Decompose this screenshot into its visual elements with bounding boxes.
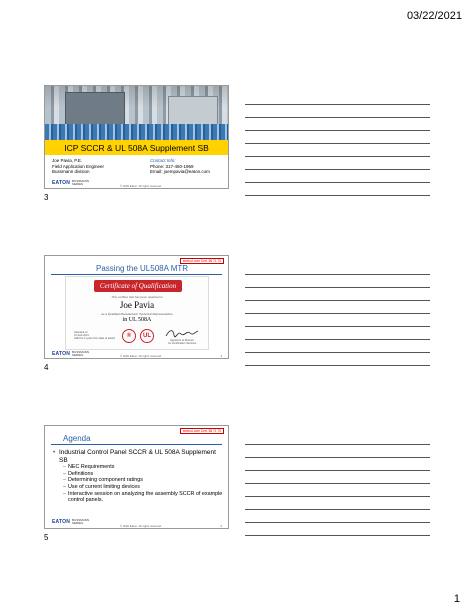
- reference-tag: www.ul.com Cert. 56 71 70: [180, 428, 224, 434]
- contact-heading: Contact Info:: [150, 158, 176, 163]
- certificate-image: Certificate of Qualification This certifies that has been awarded to Joe Pavia as a Qualified Manufacturer Technical Representative in UL 508A Awarded on 10-Feb-2021 Valid for 3 years from date of award ® UL Signature of Director UL Certification Services: [65, 276, 209, 350]
- ul-mark-icon: UL: [140, 329, 154, 343]
- signature: Signature of Director UL Certification Services: [164, 327, 200, 345]
- slide-number: 4: [44, 363, 49, 372]
- slide-number: 3: [44, 193, 49, 202]
- agenda-sub-item: – NEC Requirements: [63, 464, 223, 471]
- agenda-sub-item: – Determining component ratings: [63, 477, 223, 484]
- notes-lines-1: [245, 104, 430, 208]
- eaton-logo: EATON BUSSMANN SERIES: [52, 179, 90, 186]
- slide-page: 4: [220, 354, 222, 358]
- presenter-role: Field Application Engineer: [52, 163, 105, 169]
- slide-title: ICP SCCR & UL 508A Supplement SB: [45, 140, 228, 155]
- agenda-sub-item: – Definitions: [63, 471, 223, 478]
- agenda-sub-item: – Use of current limiting devices: [63, 484, 223, 491]
- slide-thumbnail-3: [44, 425, 229, 529]
- reference-tag: www.ul.com Cert. 56 71 70: [180, 258, 224, 264]
- certificate-standard: in UL 508A: [122, 317, 152, 323]
- contact-phone: Phone: 317-460-1969: [150, 163, 194, 169]
- title-divider: [51, 444, 222, 445]
- registered-mark-icon: ®: [122, 329, 136, 343]
- presenter-name: Joe Pavia, P.E.: [52, 158, 83, 163]
- page-number: 1: [453, 593, 460, 605]
- page-date: 03/22/2021: [406, 10, 462, 22]
- copyright: © 2020 Eaton. All rights reserved.: [120, 184, 162, 188]
- certificate-name: Joe Pavia: [119, 300, 155, 310]
- conveyor-graphic: [168, 96, 218, 126]
- presenter-division: Bussmann division: [52, 169, 90, 175]
- notes-lines-3: [245, 444, 430, 548]
- slide-title: Agenda: [63, 434, 91, 443]
- contact-info: [150, 158, 210, 175]
- certificate-heading: Certificate of Qualification: [94, 280, 182, 292]
- slide-thumbnail-2: [44, 255, 229, 359]
- eaton-logo: EATON BUSSMANN SERIES: [52, 518, 90, 525]
- bottles-graphic: [45, 124, 228, 140]
- factory-photo: [45, 86, 228, 140]
- presenter-info: [52, 158, 104, 175]
- copyright: © 2020 Eaton. All rights reserved.: [120, 524, 162, 528]
- agenda-sub-list: [63, 464, 223, 504]
- certificate-issue: Awarded on 10-Feb-2021 Valid for 3 years from date of award: [74, 331, 115, 341]
- slide-thumbnail-1: [44, 85, 229, 189]
- eaton-logo: EATON BUSSMANN SERIES: [52, 350, 90, 357]
- contact-email: Email: joempavia@eaton.com: [150, 169, 210, 175]
- agenda-sub-item: – Interactive session on analyzing the assembly SCCR of example control panels.: [63, 491, 223, 504]
- signature-icon: [164, 327, 200, 339]
- slide-number: 5: [44, 533, 49, 542]
- slide-title: Passing the UL508A MTR: [96, 264, 189, 273]
- agenda-list: [53, 449, 223, 504]
- title-divider: [51, 274, 222, 275]
- slide-page: 5: [220, 524, 222, 528]
- agenda-bullet: • Industrial Control Panel SCCR & UL 508A Supplement SB: [53, 449, 223, 464]
- copyright: © 2020 Eaton. All rights reserved.: [120, 354, 162, 358]
- notes-lines-2: [245, 274, 430, 378]
